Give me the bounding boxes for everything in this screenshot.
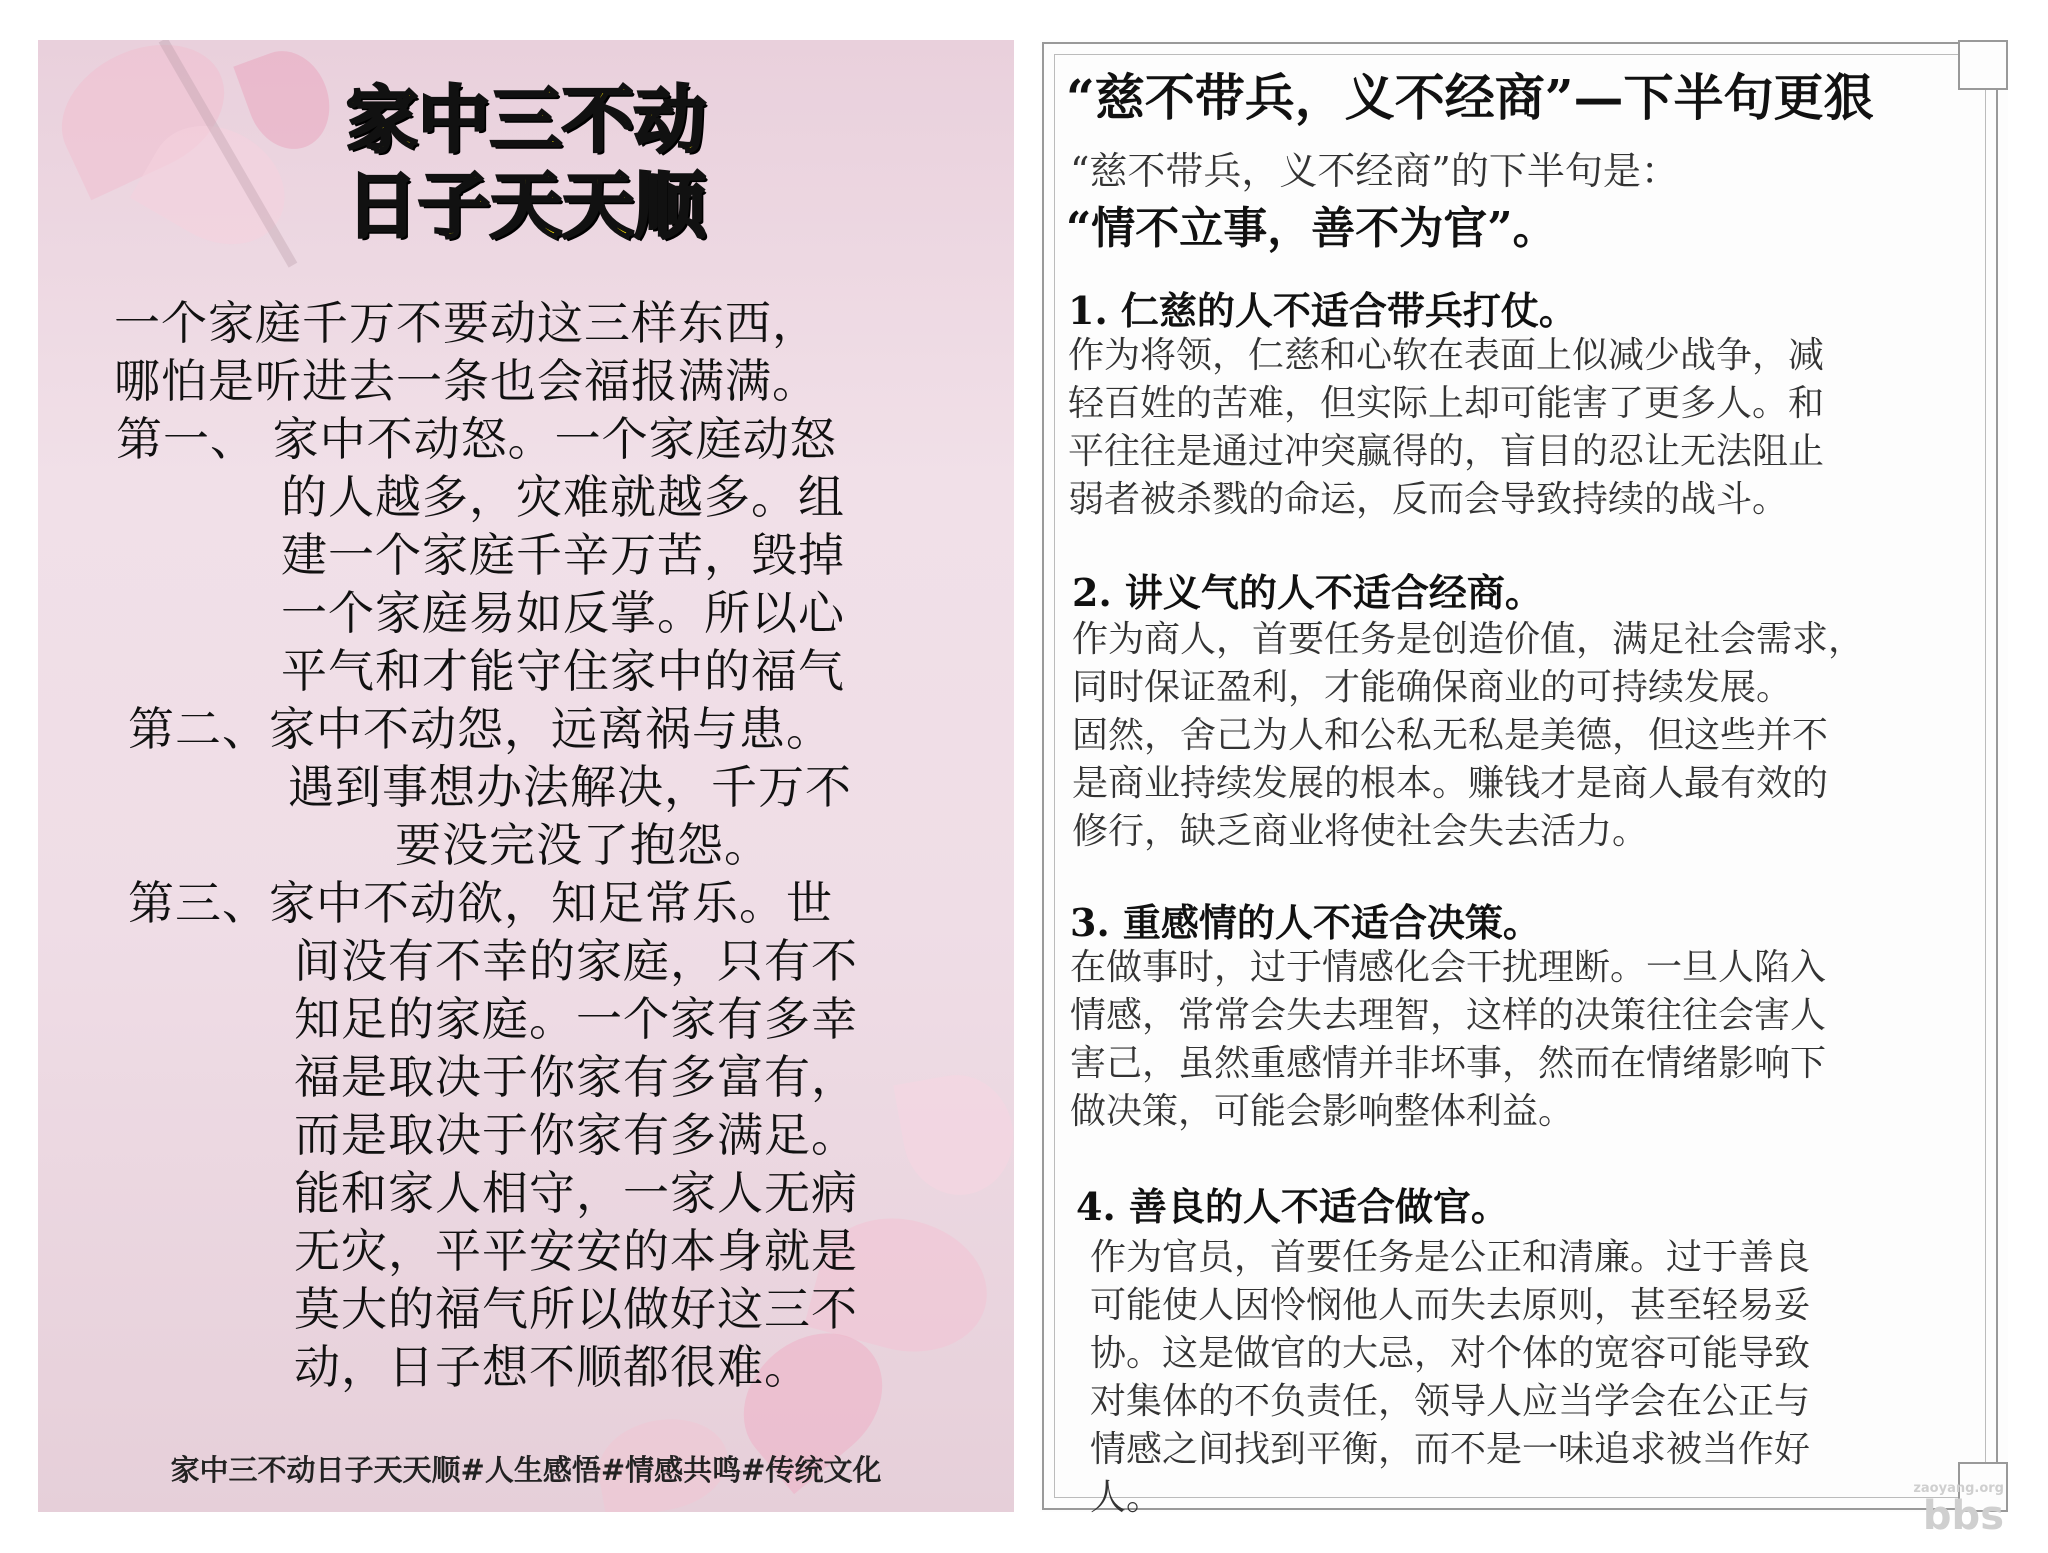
poster-hashtags: 家中三不动日子天天顺#人生感悟#情感共鸣#传统文化 (170, 1453, 882, 1487)
site-watermark (1913, 1481, 2004, 1539)
section-line: 情感之间找到平衡，而不是一味追求被当作好 (1090, 1429, 1811, 1470)
poster-line: 知足的家庭。一个家有多幸 (294, 992, 858, 1046)
section-heading: 1. 仁慈的人不适合带兵打仗。 (1068, 288, 1577, 333)
section-line: 轻百姓的苦难，但实际上却可能害了更多人。和 (1068, 383, 1825, 424)
section-line: 平往往是通过冲突赢得的，盲目的忍让无法阻止 (1068, 431, 1825, 472)
poster-line: 动，日子想不顺都很难。 (294, 1340, 811, 1394)
section-heading: 2. 讲义气的人不适合经商。 (1072, 570, 1543, 615)
poster-line: 一个家庭千万不要动这三样东西， (114, 296, 819, 350)
section-line: 在做事时，过于情感化会干扰理断。一旦人陷入 (1070, 947, 1827, 988)
section-heading: 3. 重感情的人不适合决策。 (1070, 900, 1541, 945)
section-line: 固然，舍己为人和公私无私是美德，但这些并不 (1072, 715, 1829, 756)
article-intro-answer: “情不立事，善不为官”。 (1066, 203, 1557, 254)
poster-line: 莫大的福气所以做好这三不 (294, 1282, 858, 1336)
section-line: 情感，常常会失去理智，这样的决策往往会害人 (1070, 995, 1827, 1036)
poster-line: 福是取决于你家有多富有， (294, 1050, 858, 1104)
watermark-domain: zaoyang.org (1913, 1481, 2004, 1496)
poster-line: 第一、 家中不动怒。一个家庭动怒 (116, 412, 837, 466)
poster-line: 第三、家中不动欲，知足常乐。世 (128, 876, 833, 930)
section-line: 修行，缺乏商业将使社会失去活力。 (1072, 811, 1649, 852)
poster-line: 无灾，平平安安的本身就是 (294, 1224, 858, 1278)
poster-line: 第二、家中不动怨，远离祸与患。 (128, 702, 833, 756)
poster-line: 哪怕是听进去一条也会福报满满。 (114, 354, 819, 408)
section-line: 协。这是做官的大忌，对个体的宽容可能导致 (1090, 1333, 1811, 1374)
article-intro: “慈不带兵，义不经商”的下半句是： (1070, 149, 1679, 193)
section-line: 弱者被杀戮的命运，反而会导致持续的战斗。 (1068, 479, 1789, 520)
section-line: 做决策，可能会影响整体利益。 (1070, 1091, 1575, 1132)
frame-corner-ornament (1958, 40, 2008, 90)
poster-line: 平气和才能守住家中的福气 (281, 644, 845, 698)
section-line: 作为官员，首要任务是公正和清廉。过于善良 (1090, 1237, 1811, 1278)
watermark-logo: bbs (1922, 1493, 2004, 1539)
section-line: 同时保证盈利，才能确保商业的可持续发展。 (1072, 667, 1793, 708)
section-line: 对集体的不负责任，领导人应当学会在公正与 (1090, 1381, 1811, 1422)
poster-line: 间没有不幸的家庭，只有不 (294, 934, 858, 988)
section-line: 可能使人因怜悯他人而失去原则，甚至轻易妥 (1090, 1285, 1811, 1326)
poster-line: 建一个家庭千辛万苦，毁掉 (281, 528, 845, 582)
poster-line: 遇到事想办法解决，千万不 (288, 760, 852, 814)
section-line: 作为商人，首要任务是创造价值，满足社会需求， (1072, 619, 1865, 660)
poster-line: 而是取决于你家有多满足。 (294, 1108, 858, 1162)
poster-title-line-1 (38, 78, 1014, 162)
poster-line: 能和家人相守，一家人无病 (294, 1166, 858, 1220)
poster-line: 要没完没了抱怨。 (395, 818, 771, 872)
left-poster (38, 40, 1014, 1512)
section-line: 害己，虽然重感情并非坏事，然而在情绪影响下 (1070, 1043, 1827, 1084)
poster-line: 的人越多，灾难就越多。组 (281, 470, 845, 524)
section-line: 人。 (1090, 1477, 1163, 1518)
blossom-petal-decoration (893, 1066, 1014, 1203)
poster-title-text: 日子天天顺 (345, 164, 706, 248)
poster-line: 一个家庭易如反掌。所以心 (281, 586, 845, 640)
poster-title-text: 家中三不动 (345, 78, 706, 162)
poster-title-line-2 (38, 164, 1014, 248)
section-line: 作为将领，仁慈和心软在表面上似减少战争，减 (1068, 335, 1825, 376)
section-line: 是商业持续发展的根本。赚钱才是商人最有效的 (1072, 763, 1829, 804)
article-title: “慈不带兵，义不经商”—下半句更狠 (1066, 68, 1874, 127)
section-heading: 4. 善良的人不适合做官。 (1076, 1184, 1509, 1229)
